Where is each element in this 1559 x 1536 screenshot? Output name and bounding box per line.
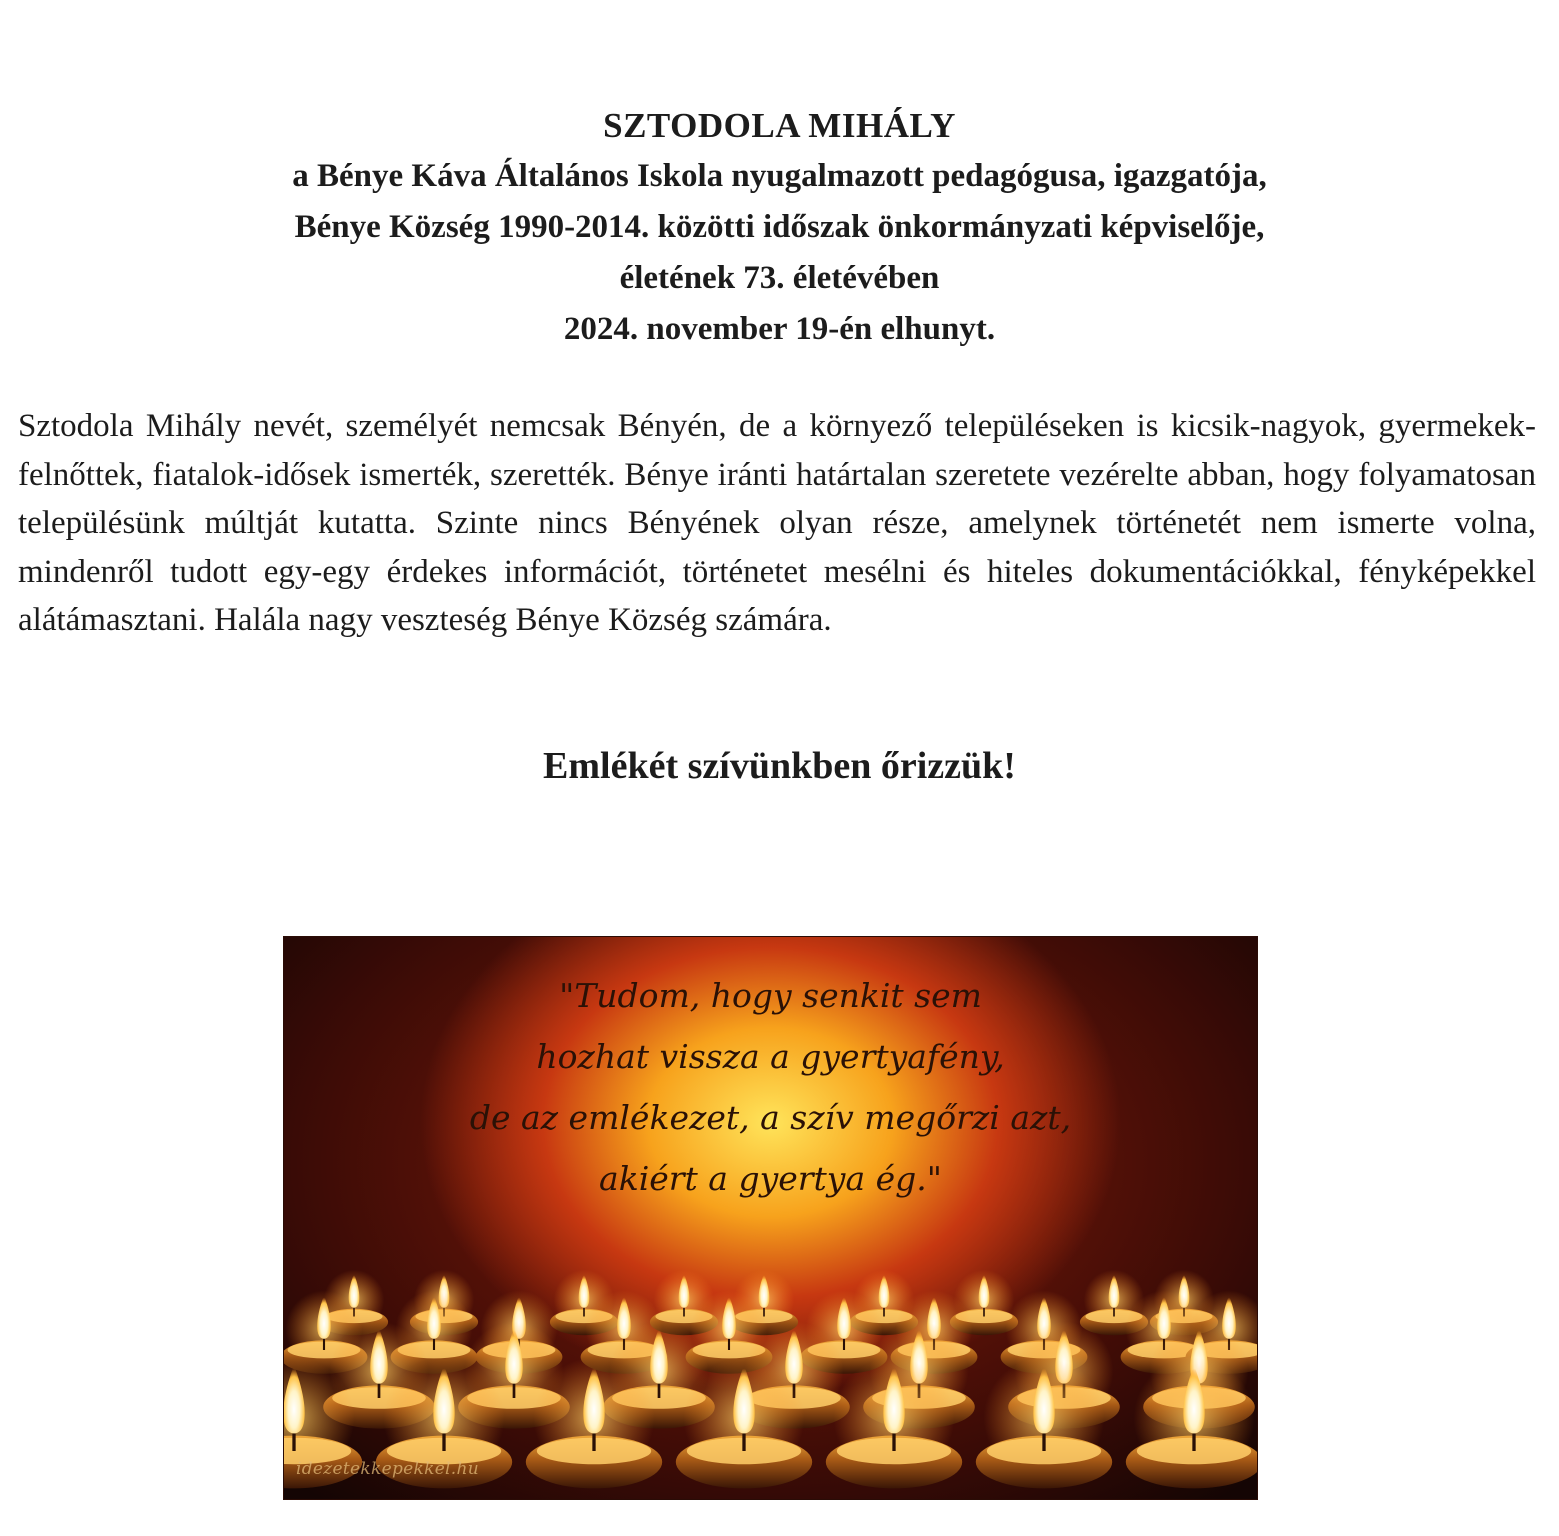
- age-line: életének 73. életévében: [619, 260, 940, 296]
- candle-memorial-image: [284, 937, 1257, 1499]
- death-date-line: 2024. november 19-én elhunyt.: [563, 311, 996, 347]
- role-line-council: Bénye Község 1990-2014. közötti időszak önkormányzati képviselője,: [294, 209, 1265, 245]
- obituary-header: [0, 100, 1559, 355]
- quote-line-1: "Tudom, hogy senkit sem: [559, 976, 982, 1015]
- tealight-candle: [1126, 1358, 1257, 1489]
- quote-line-3: de az emlékezet, a szív megőrzi azt,: [469, 1098, 1072, 1137]
- tribute-paragraph: Sztodola Mihály nevét, személyét nemcsak Bényén, de a környező településeken is kicsik-nagyok, gyermekek-felnőttek, fiatalok-idősek ismerték, szerették. Bénye iránti határtalan szeretete vezérelte abban, hogy folyamatosan településünk múltját kutatta. Szinte nincs Bényének olyan része, amelynek történetét nem ismerte volna, mindenről tudott egy-egy érdekes információt, történetet mesélni és hiteles dokumentációkkal, fényképekkel alátámasztani. Halála nagy veszteség Bénye Község számára.: [18, 408, 1536, 638]
- image-watermark: idezetekkepekkel.hu: [296, 1459, 479, 1479]
- role-line-school: a Bénye Káva Általános Iskola nyugalmazott pedagógusa, igazgatója,: [292, 158, 1267, 194]
- closing-remembrance: Emlékét szívünkben őrizzük!: [543, 745, 1016, 787]
- quote-line-2: hozhat vissza a gyertyafény,: [536, 1037, 1005, 1076]
- quote-line-4: akiért a gyertya ég.": [599, 1159, 942, 1198]
- deceased-name: SZTODOLA MIHÁLY: [603, 106, 956, 145]
- quote-text: [284, 965, 1257, 1209]
